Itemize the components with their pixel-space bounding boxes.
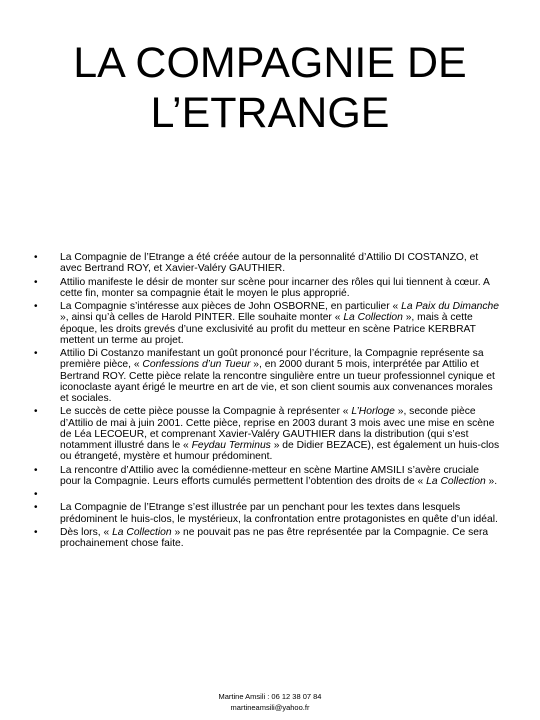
play-title: La Collection (426, 475, 486, 487)
bullet-text: », seconde pièce d’Attilio de mai à juin 2001. Cette pièce, reprise en 2003 durant 3 mois avec une mise en scène de Léa LECOEUR, et comprenant Xavier-Valéry GAUTHIER dans la distribution (qui s’est notamment illustré dans le « (60, 406, 495, 451)
play-title: La Collection (343, 312, 403, 324)
bullet-text: », en 2000 durant 5 mois, interprétée par Attilio et Bertrand ROY. Cette pièce relate la rencontre singulière entre un tueur professionnel cynique et iconoclaste ayant érigé le meurtre en art de vie, et son client soumis aux convenances morales et sociales. (60, 359, 495, 404)
bullet-text: Le succès de cette pièce pousse la Compagnie à représenter « (60, 406, 352, 418)
bullet-text: La rencontre d’Attilio avec la comédienne-metteur en scène Martine AMSILI s’avère cruciale pour la Compagnie. Leurs efforts cumulés permettent l’obtention des droits de « (60, 464, 479, 487)
bullet-text: » ne pouvait pas ne pas être représentée par la Compagnie. Ce sera prochainement chose faite. (60, 526, 489, 550)
bullet-text: Attilio manifeste le désir de monter sur scène pour incarner des rôles qui lui tiennent à cœur. A cette fin, monter sa compagnie était le moyen le plus approprié. (60, 276, 490, 299)
play-title: La Collection (112, 526, 172, 538)
footer-contact (0, 691, 540, 713)
contact-phone: Martine Amsili : 06 12 38 07 84 (218, 692, 322, 701)
title-line-2: L’ETRANGE (150, 89, 390, 137)
bullet-item-horloge (34, 406, 500, 462)
play-title: Feydau Terminus (191, 440, 271, 451)
bullet-item-conclusion (34, 527, 500, 549)
bullet-text: Dès lors, « (60, 526, 113, 538)
bullet-item-osborne (34, 301, 500, 346)
play-title: L’Horloge (351, 406, 395, 418)
play-title: La Paix du Dimanche (401, 301, 500, 313)
bullet-text: ». (485, 475, 498, 487)
bullet-list (34, 252, 500, 552)
title-line-1: LA COMPAGNIE DE (73, 39, 467, 87)
bullet-item-founding (34, 252, 500, 274)
bullet-text: La Compagnie de l’Etrange a été créée autour de la personnalité d’Attilio DI COSTANZO, et avec Bertrand ROY, et Xavier-Valéry GAUTHIER. (60, 252, 479, 275)
bullet-text: », ainsi qu’à celles de Harold PINTER. Elle souhaite monter « (60, 312, 344, 324)
play-title: Confessions d’un Tueur (142, 359, 251, 371)
contact-email: martineamsili@yahoo.fr (230, 703, 310, 712)
page-title (0, 38, 540, 138)
bullet-text: », mais à cette époque, les droits grevés d’une exclusivité au profit du metteur en scène Patrice KERBRAT mettent un terme au projet. (60, 312, 476, 346)
bullet-item-penchant (34, 502, 500, 524)
bullet-item-desire (34, 277, 500, 299)
bullet-item-empty (34, 489, 500, 500)
bullet-item-amsili (34, 465, 500, 487)
bullet-text: La Compagnie de l’Etrange s’est illustrée par un penchant pour les textes dans lesquels prédominent le huis-clos, le mystérieux, la confrontation entre protagonistes en quête d’un idéal. (60, 502, 498, 525)
bullet-text: » de Didier BEZACE), est également un huis-clos ou étrangeté, mystère et humour prédominent. (60, 440, 500, 463)
bullet-text: Attilio Di Costanzo manifestant un goût prononcé pour l’écriture, la Compagnie représente sa première pièce, « (60, 348, 484, 371)
bullet-text: La Compagnie s’intéresse aux pièces de John OSBORNE, en particulier « (60, 301, 402, 313)
bullet-item-confessions (34, 348, 500, 404)
